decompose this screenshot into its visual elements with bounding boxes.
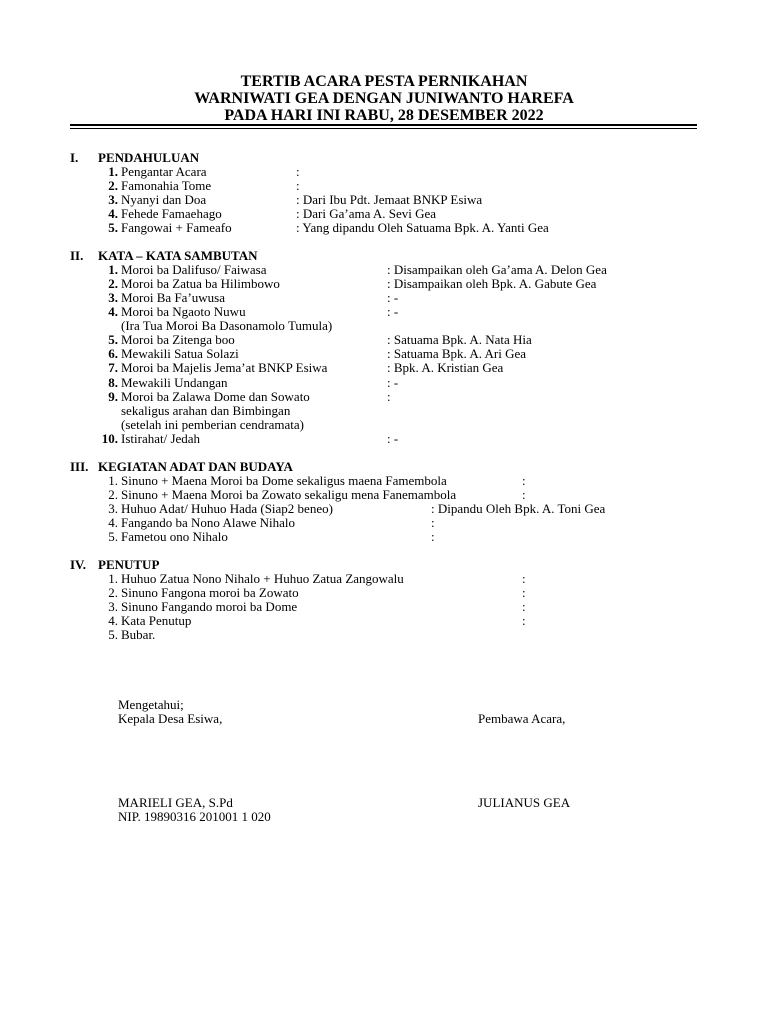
section-2-item-6-value: : Satuama Bpk. A. Ari Gea bbox=[387, 346, 527, 361]
section-2-item-1-label: Moroi ba Dalifuso/ Faiwasa bbox=[121, 262, 267, 277]
section-4-item-3-number: 3. bbox=[108, 599, 118, 614]
village-head-name: MARIELI GEA, S.Pd bbox=[118, 795, 233, 810]
section-2-item-3-label: Moroi Ba Fa’uwusa bbox=[121, 290, 225, 305]
section-3-item-2-value: : bbox=[522, 487, 526, 502]
section-3-item-5-value: : bbox=[431, 529, 435, 544]
section-4-item-1-number: 1. bbox=[108, 571, 118, 586]
village-head-title: Kepala Desa Esiwa, bbox=[118, 711, 223, 726]
section-1-item-5-number: 5. bbox=[108, 220, 118, 235]
section-2-item-4-number: 4. bbox=[108, 304, 118, 319]
section-3-item-3-number: 3. bbox=[108, 501, 118, 516]
section-3-item-2-label: Sinuno + Maena Moroi ba Zowato sekaligu mena Fanemambola bbox=[121, 487, 457, 502]
section-1-item-4-value: : Dari Ga’ama A. Sevi Gea bbox=[296, 206, 437, 221]
section-3-item-2-number: 2. bbox=[108, 487, 118, 502]
section-1-item-4-label: Fehede Famaehago bbox=[121, 206, 222, 221]
document-title-line-3: PADA HARI INI RABU, 28 DESEMBER 2022 bbox=[224, 107, 544, 124]
section-4-item-3-value: : bbox=[522, 599, 526, 614]
mc-name: JULIANUS GEA bbox=[478, 795, 571, 810]
section-1-item-1-label: Pengantar Acara bbox=[121, 164, 207, 179]
section-2-item-7-label: Moroi ba Majelis Jema’at BNKP Esiwa bbox=[121, 360, 328, 375]
section-4-item-4-label: Kata Penutup bbox=[121, 613, 192, 628]
section-3-item-4-label: Fangando ba Nono Alawe Nihalo bbox=[121, 515, 296, 530]
section-2-number: II. bbox=[70, 248, 84, 263]
section-4-item-1-value: : bbox=[522, 571, 526, 586]
section-2-item-8-label: Mewakili Undangan bbox=[121, 375, 228, 390]
section-2-item-2-number: 2. bbox=[108, 276, 118, 291]
section-2-item-9-value: : bbox=[387, 389, 391, 404]
section-3-item-3-value: : Dipandu Oleh Bpk. A. Toni Gea bbox=[431, 501, 606, 516]
section-2-item-10-value: : - bbox=[387, 431, 399, 446]
section-4-item-2-number: 2. bbox=[108, 585, 118, 600]
section-3-number: III. bbox=[70, 459, 89, 474]
section-2-item-7-value: : Bpk. A. Kristian Gea bbox=[387, 360, 504, 375]
section-4-item-3-label: Sinuno Fangando moroi ba Dome bbox=[121, 599, 298, 614]
section-2-title: KATA – KATA SAMBUTAN bbox=[98, 248, 258, 263]
section-4-item-1-label: Huhuo Zatua Nono Nihalo + Huhuo Zatua Zangowalu bbox=[121, 571, 404, 586]
section-1-item-5-value: : Yang dipandu Oleh Satuama Bpk. A. Yanti Gea bbox=[296, 220, 549, 235]
section-1-item-2-label: Famonahia Tome bbox=[121, 178, 212, 193]
section-2-item-5-label: Moroi ba Zitenga boo bbox=[121, 332, 235, 347]
section-4-title: PENUTUP bbox=[98, 557, 160, 572]
section-3-item-3-label: Huhuo Adat/ Huhuo Hada (Siap2 beneo) bbox=[121, 501, 333, 516]
section-2-item-10-label: Istirahat/ Jedah bbox=[121, 431, 201, 446]
section-4-item-2-value: : bbox=[522, 585, 526, 600]
section-4-number: IV. bbox=[70, 557, 87, 572]
section-2-item-2-value: : Disampaikan oleh Bpk. A. Gabute Gea bbox=[387, 276, 597, 291]
section-1-item-3-label: Nyanyi dan Doa bbox=[121, 192, 207, 207]
section-2-item-6-number: 6. bbox=[108, 346, 118, 361]
header-rule-thin bbox=[70, 128, 697, 129]
section-2-item-2-label: Moroi ba Zatua ba Hilimbowo bbox=[121, 276, 280, 291]
section-1-number: I. bbox=[70, 150, 79, 165]
section-3-item-4-value: : bbox=[431, 515, 435, 530]
section-2-item-10-number: 10. bbox=[101, 431, 118, 446]
section-4-item-4-number: 4. bbox=[108, 613, 118, 628]
section-1-title: PENDAHULUAN bbox=[98, 150, 200, 165]
section-3-item-1-value: : bbox=[522, 473, 526, 488]
section-1-item-1-number: 1. bbox=[108, 164, 118, 179]
section-2-item-8-number: 8. bbox=[108, 375, 118, 390]
section-3-item-1-number: 1. bbox=[108, 473, 118, 488]
acknowledged-label: Mengetahui; bbox=[118, 697, 184, 712]
section-2-item-4-label: Moroi ba Ngaoto Nuwu bbox=[121, 304, 246, 319]
village-head-nip: NIP. 19890316 201001 1 020 bbox=[118, 809, 271, 824]
document-title-line-1: TERTIB ACARA PESTA PERNIKAHAN bbox=[240, 73, 528, 90]
section-2-item-1-value: : Disampaikan oleh Ga’ama A. Delon Gea bbox=[387, 262, 607, 277]
section-3-item-1-label: Sinuno + Maena Moroi ba Dome sekaligus maena Famembola bbox=[121, 473, 447, 488]
section-2-item-4-label-continued: (Ira Tua Moroi Ba Dasonamolo Tumula) bbox=[121, 318, 333, 333]
section-1-item-1-value: : bbox=[296, 164, 300, 179]
section-4-item-2-label: Sinuno Fangona moroi ba Zowato bbox=[121, 585, 299, 600]
mc-title: Pembawa Acara, bbox=[478, 711, 566, 726]
section-2-item-3-number: 3. bbox=[108, 290, 118, 305]
header-rule-thick bbox=[70, 124, 697, 126]
document-title-line-2: WARNIWATI GEA DENGAN JUNIWANTO HAREFA bbox=[194, 90, 574, 107]
section-3-item-4-number: 4. bbox=[108, 515, 118, 530]
section-4-item-5-label: Bubar. bbox=[121, 627, 156, 642]
section-1-item-3-value: : Dari Ibu Pdt. Jemaat BNKP Esiwa bbox=[296, 192, 483, 207]
section-4-item-4-value: : bbox=[522, 613, 526, 628]
section-1-item-5-label: Fangowai + Fameafo bbox=[121, 220, 232, 235]
section-1-item-2-value: : bbox=[296, 178, 300, 193]
section-2-item-9-label-continued: sekaligus arahan dan Bimbingan bbox=[121, 403, 291, 418]
section-3-item-5-number: 5. bbox=[108, 529, 118, 544]
section-2-item-9-label: Moroi ba Zalawa Dome dan Sowato bbox=[121, 389, 310, 404]
section-2-item-9-label-note: (setelah ini pemberian cendramata) bbox=[121, 417, 304, 432]
section-2-item-5-value: : Satuama Bpk. A. Nata Hia bbox=[387, 332, 532, 347]
section-2-item-6-label: Mewakili Satua Solazi bbox=[121, 346, 239, 361]
section-4-item-5-number: 5. bbox=[108, 627, 118, 642]
section-2-item-3-value: : - bbox=[387, 290, 399, 305]
section-2-item-7-number: 7. bbox=[108, 360, 118, 375]
section-1-item-4-number: 4. bbox=[108, 206, 118, 221]
section-3-item-5-label: Fametou ono Nihalo bbox=[121, 529, 228, 544]
section-2-item-8-value: : - bbox=[387, 375, 399, 390]
section-2-item-4-value: : - bbox=[387, 304, 399, 319]
section-1-item-3-number: 3. bbox=[108, 192, 118, 207]
section-2-item-5-number: 5. bbox=[108, 332, 118, 347]
section-3-title: KEGIATAN ADAT DAN BUDAYA bbox=[98, 459, 293, 474]
section-2-item-9-number: 9. bbox=[108, 389, 118, 404]
section-2-item-1-number: 1. bbox=[108, 262, 118, 277]
section-1-item-2-number: 2. bbox=[108, 178, 118, 193]
